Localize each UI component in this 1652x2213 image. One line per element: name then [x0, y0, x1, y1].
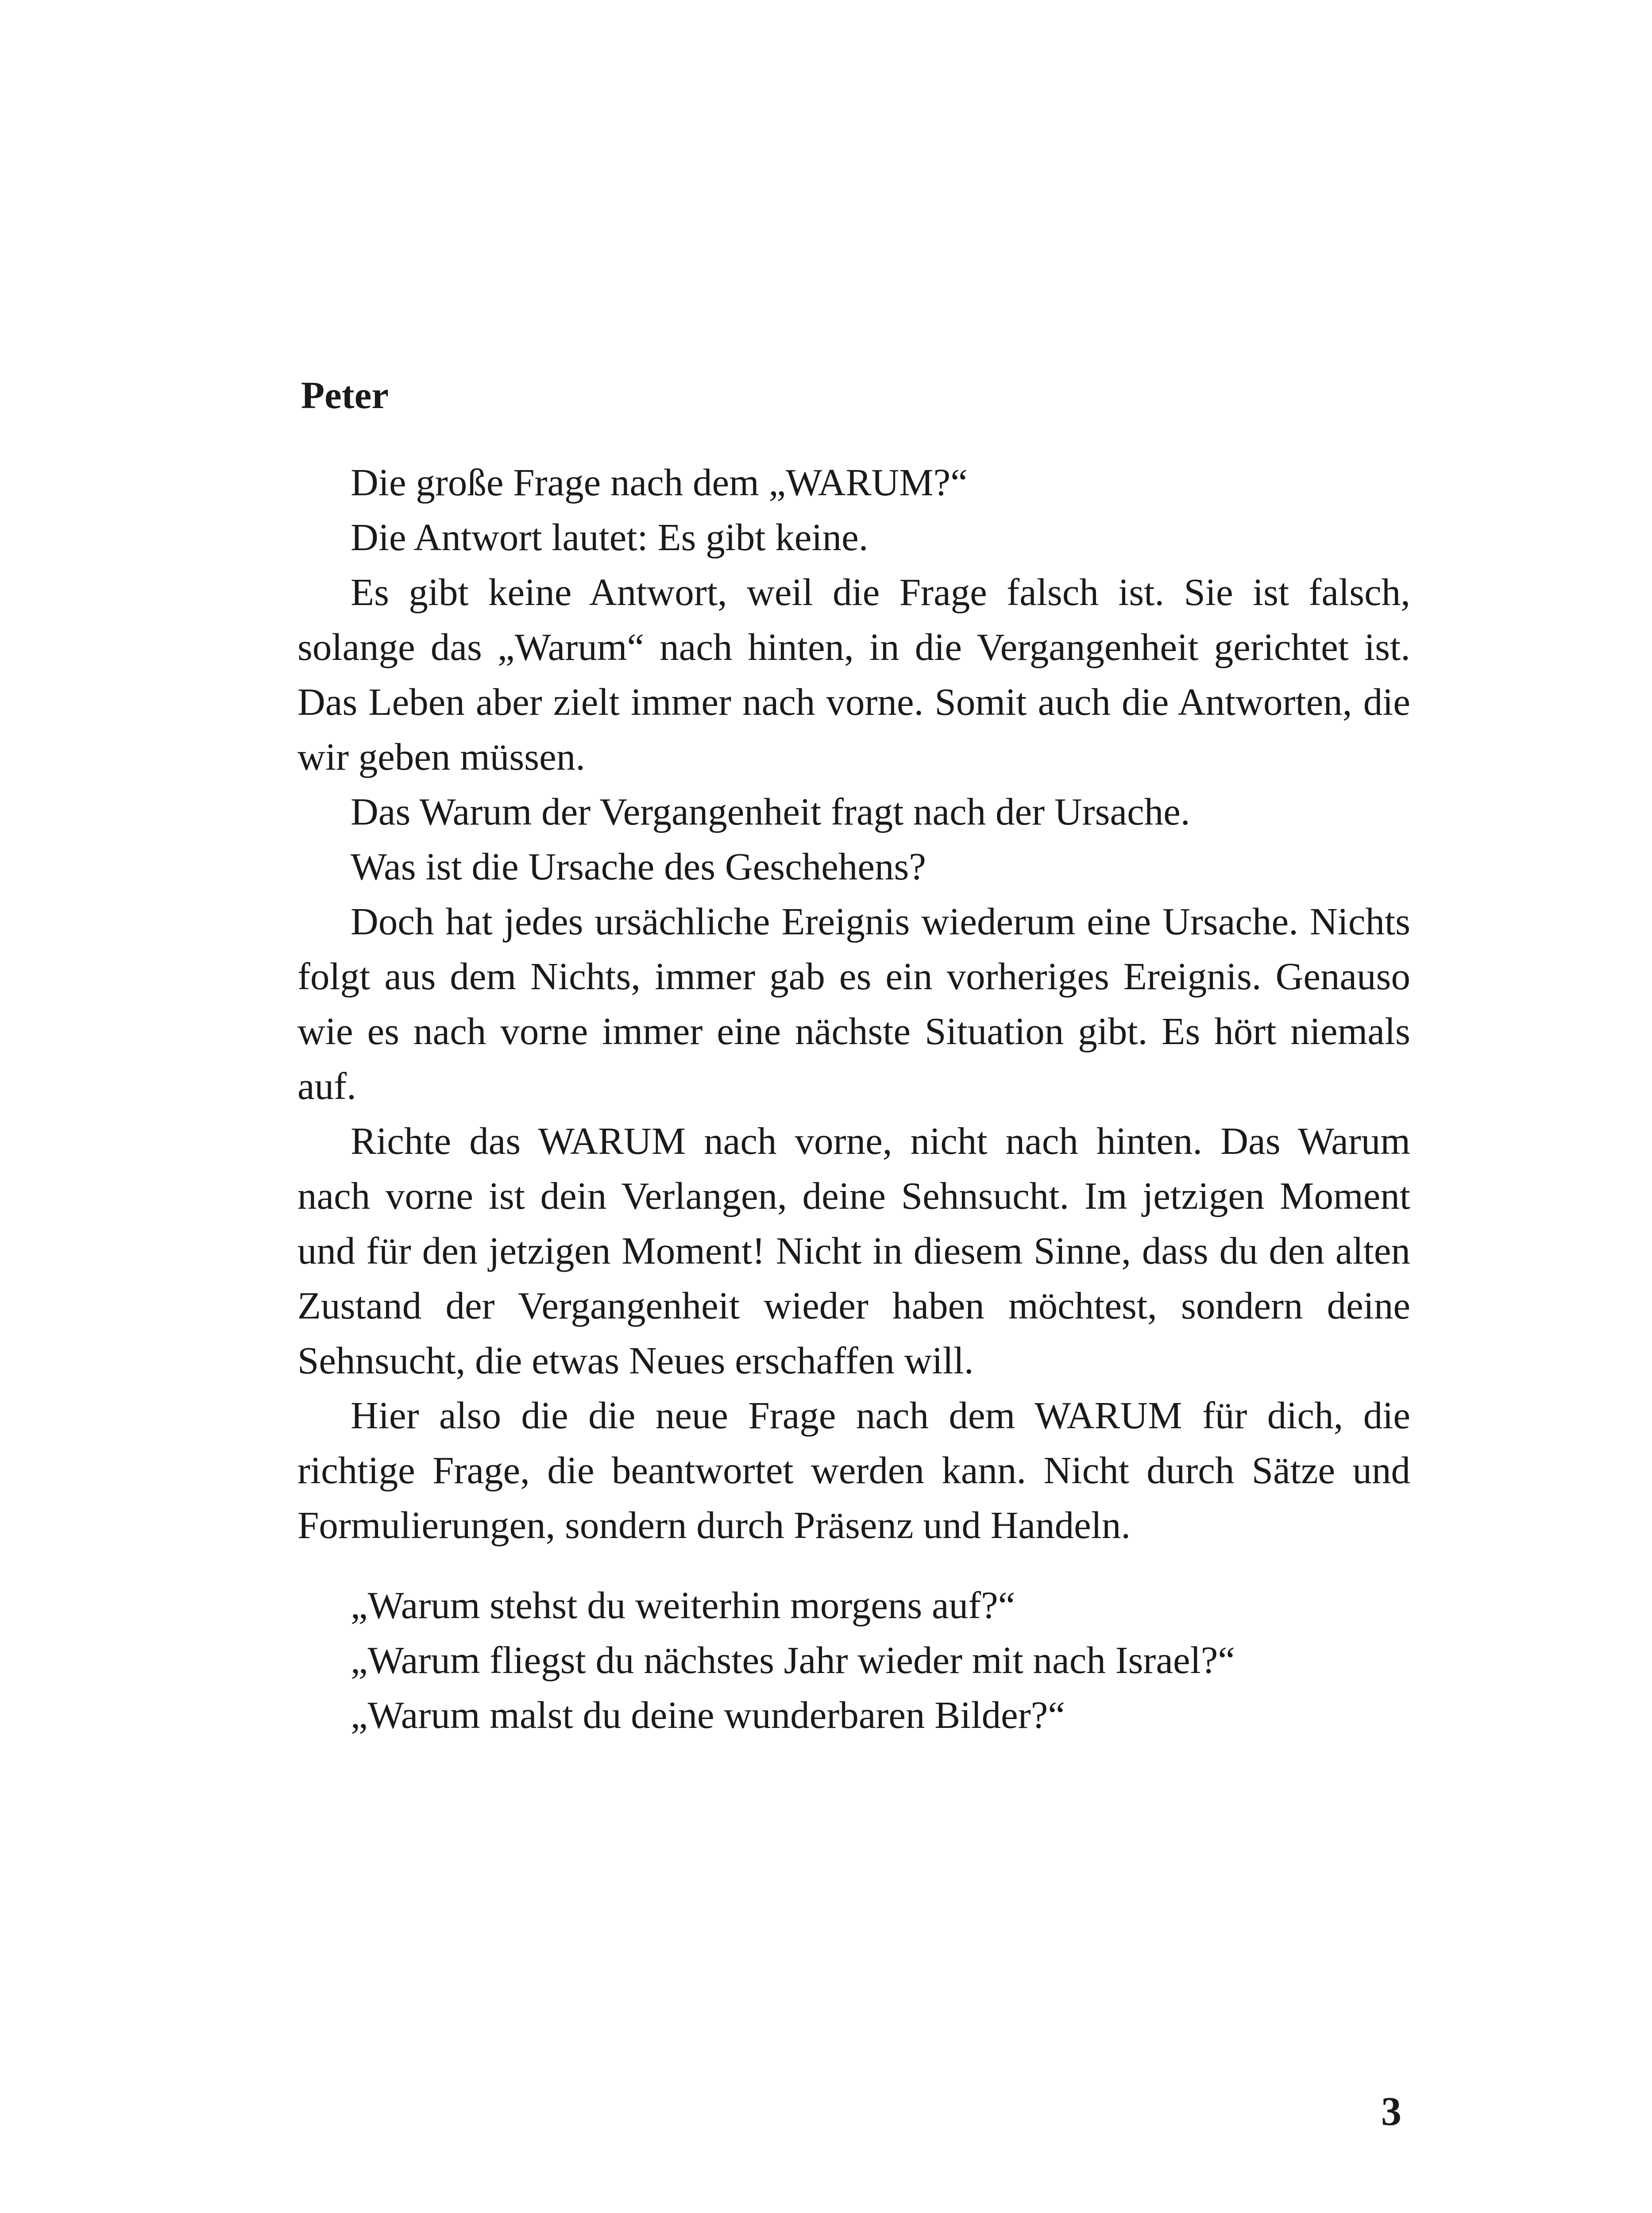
page-number: 3 — [1381, 2089, 1401, 2134]
paragraph: Hier also die die neue Frage nach dem WARUM für dich, die richtige Frage, die beantwortet werden kann. Nicht durch Sätze und Formulierungen, sondern durch Präsenz und Handeln. — [297, 1394, 1410, 1546]
question-list — [351, 1578, 1457, 1743]
paragraph: Das Warum der Vergangenheit fragt nach der Ursache. — [351, 790, 1190, 833]
paragraph: Die große Frage nach dem „WARUM?“ — [351, 461, 968, 504]
chapter-heading: Peter — [301, 374, 389, 416]
body-text — [297, 455, 1410, 1553]
question-line: „Warum stehst du weiterhin morgens auf?“ — [351, 1584, 1015, 1627]
question-line: „Warum malst du deine wunderbaren Bilder?“ — [351, 1693, 1065, 1736]
paragraph: Was ist die Ursache des Geschehens? — [351, 845, 926, 888]
paragraph: Es gibt keine Antwort, weil die Frage falsch ist. Sie ist falsch, solange das „Warum“ nach hinten, in die Vergangenheit gerichtet ist. Das Leben aber zielt immer nach vorne. Somit auch die Antworten, die wir geben müssen. — [297, 571, 1410, 778]
paragraph: Die Antwort lautet: Es gibt keine. — [351, 516, 868, 559]
paragraph: Doch hat jedes ursächliche Ereignis wiederum eine Ursache. Nichts folgt aus dem Nichts, immer gab es ein vorheriges Ereignis. Genauso wie es nach vorne immer eine nächste Situation gibt. Es hört niemals auf. — [297, 900, 1410, 1107]
question-line: „Warum fliegst du nächstes Jahr wieder mit nach Israel?“ — [351, 1639, 1235, 1681]
paragraph: Richte das WARUM nach vorne, nicht nach hinten. Das Warum nach vorne ist dein Verlangen, deine Sehnsucht. Im jetzigen Moment und für den jetzigen Moment! Nicht in diesem Sinne, dass du den alten Zustand der Vergangenheit wieder haben möchtest, sondern deine Sehnsucht, die etwas Neues erschaffen will. — [297, 1119, 1410, 1382]
